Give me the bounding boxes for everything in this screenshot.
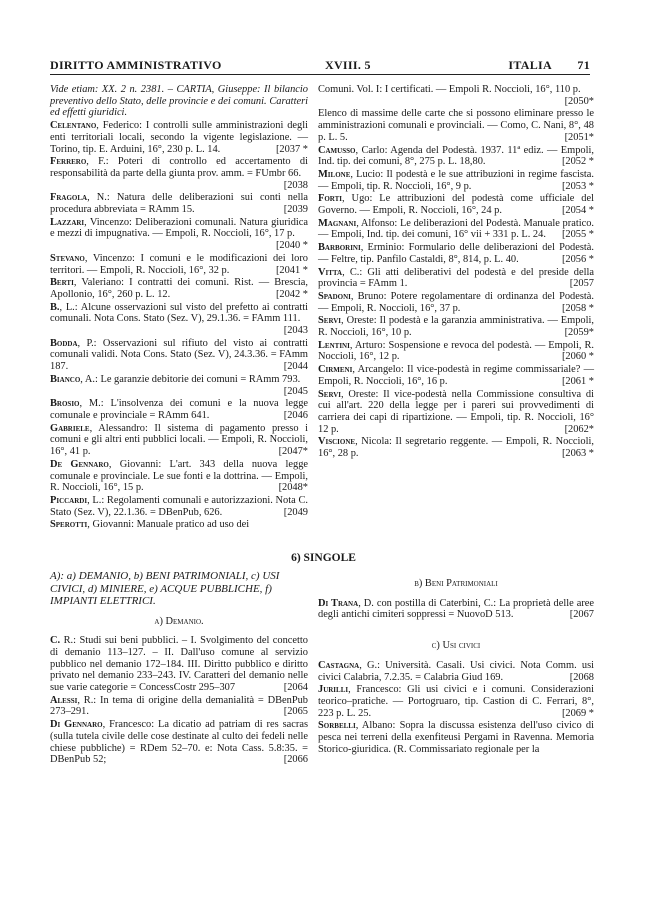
entry-reference-number: [2050* — [564, 95, 594, 107]
entry-text: Comuni. Vol. I: I certificati. — Empoli R. Noccioli, 16°, 110 p. — [318, 84, 581, 95]
entry-reference-number: [2037 * — [275, 143, 308, 155]
entry-text: , Vincenzo: Deliberazioni comunali. Natura giuridica e mezzi di impugnativa. — Empoli, R. Noccioli, 16°, 17 p. — [50, 216, 308, 240]
left-column-top — [50, 84, 308, 532]
entry-reference-number: [2059* — [564, 327, 594, 339]
bibliography-entry — [50, 519, 308, 531]
author-name: Fragola — [50, 192, 88, 204]
author-name: Servi — [318, 388, 342, 400]
entry-text: , Alessandro: Il sistema di pagamento presso i comuni e gli altri enti pubblici locali. — Empoli, R. Noccioli, 16°, 41 p. — [50, 422, 308, 458]
bibliography-entry — [318, 364, 594, 387]
bibliography-entry — [50, 338, 308, 373]
entry-reference-number: [2052 * — [561, 156, 594, 168]
entry-reference-number: [2047* — [278, 446, 308, 458]
entry-reference-number: [2044 — [283, 361, 308, 373]
header-country: ITALIA — [508, 58, 552, 72]
author-name: Lazzari — [50, 216, 85, 228]
beni-entries — [318, 598, 594, 621]
bibliography-entry — [318, 145, 594, 168]
entry-text: R.: Studi sui beni pubblici. – I. Svolgimento del concetto di demanio 113–127. – II. Dall'uso comune al servizio pubblico nel demanio 172–184. III. Diritto pubblico e diritto privato nel demanio 233–243. IV. Caratteri del demanio nelle sue varie categorie = ConcessCostr 295–307 — [50, 635, 308, 694]
entry-reference-number: [2048* — [278, 482, 308, 494]
bibliography-entry — [318, 720, 594, 755]
subsection-heading-beni: b) Beni Patrimoniali — [414, 578, 498, 589]
entry-text: , Valeriano: I contratti dei comuni. Rist. — Brescia, Apollonio, 16°, 260 p. L. 12. — [50, 277, 308, 300]
bibliography-entry — [50, 277, 308, 300]
bibliography-entry — [50, 635, 308, 694]
bibliography-entry — [50, 374, 308, 397]
entry-text: , Arcangelo: Il vice-podestà in regime commissariale? — Empoli, R. Noccioli, 16°, 16 p. — [318, 364, 594, 387]
entry-text: , Arturo: Sospensione e revoca del podestà. — Empoli, R. Noccioli, 16°, 12 p. — [318, 339, 594, 363]
author-name: Magnani — [318, 217, 357, 229]
left-column-bottom — [50, 570, 308, 767]
bibliography-entry — [318, 267, 594, 290]
entry-text: , Ugo: Le attribuzioni del podestà come ufficiale del Governo. — Empoli, R. Noccioli, 16°, 24 p. — [318, 193, 594, 217]
bibliography-entry — [318, 242, 594, 265]
entry-reference-number: [2053 * — [561, 180, 594, 192]
entry-reference-number: [2055 * — [561, 229, 594, 241]
bibliography-entry — [50, 217, 308, 252]
bibliography-entry — [318, 193, 594, 216]
bibliography-entry — [50, 459, 308, 494]
bibliography-entry — [50, 253, 308, 276]
entry-text: , P.: Osservazioni sul rifiuto del visto ai contratti comunali validi. Nota Cons. Stato (Sez. V), 24.3.36. = FAmm 187. — [50, 337, 308, 373]
entry-reference-number: [2057 — [569, 278, 594, 290]
entry-text: , Vincenzo: I comuni e le modificazioni dei loro territori. — Empoli, R. Noccioli, 16°, 32 p. — [50, 252, 308, 276]
entry-reference-number: [2049 — [283, 506, 308, 518]
entry-text: , M.: L'insolvenza dei comuni e la nuova legge comunale e provinciale = RAmm 641. — [50, 398, 308, 421]
page-number: 71 — [577, 58, 590, 72]
bibliography-entry — [50, 302, 308, 337]
author-name: Gabriele — [50, 422, 90, 434]
entry-reference-number: [2045 — [283, 385, 308, 397]
bibliography-entry — [318, 291, 594, 314]
entry-reference-number: [2063 * — [561, 448, 594, 460]
bibliography-entry — [318, 218, 594, 241]
bibliography-entry — [318, 315, 594, 338]
entry-text: , Alfonso: Le deliberazioni del Podestà. Manuale pratico. — Empoli, Ind. tip. dei comuni, 16° vii + 331 p. L. 24. — [318, 217, 594, 241]
entry-text: , Erminio: Formulario delle deliberazioni del Podestà. — Feltre, tip. Panfilo Castaldi, 8°, 814, p. L. 40. — [318, 242, 594, 265]
bibliography-entry — [50, 695, 308, 718]
author-name: Spadoni — [318, 290, 351, 302]
author-name: Bianco — [50, 373, 81, 385]
bibliography-entry — [50, 495, 308, 518]
entry-text: , Albano: Sopra la discussa esistenza dell'uso civico di pesca nei terreni della exenfiteusi Pergami in Ravenna. Memoria Storico-giuridica. (R. Commissariato regionale per la — [318, 720, 594, 755]
demanio-entries — [50, 635, 308, 766]
author-name: Forti — [318, 193, 342, 205]
author-name: Bodda — [50, 337, 78, 349]
author-name: Vitta — [318, 266, 343, 278]
subsection-heading-usi: c) Usi civici — [431, 640, 481, 652]
subsection-main-heading: A): a) DEMANIO, b) BENI PATRIMONIALI, c) USI CIVICI, d) MINIERE, e) ACQUE PUBBLICHE, f) IMPIANTI ELETTRICI. — [50, 570, 280, 607]
author-name: Sorbelli — [318, 720, 356, 732]
usi-civici-entries — [318, 660, 594, 756]
bibliography-entry — [318, 436, 594, 459]
author-name: Castagna — [318, 659, 360, 671]
entry-reference-number: [2042 * — [275, 288, 308, 300]
author-name: Sperotti — [50, 519, 88, 531]
author-name: Piccardi — [50, 494, 88, 506]
entry-text: , L.: Alcune osservazioni sul visto del prefetto ai contratti comunali. Nota Cons. Stato (Sez. V), 29.1.36. = FAmm 111. — [50, 301, 308, 325]
entry-reference-number: [2054 * — [561, 205, 594, 217]
entry-text: , Lucio: Il podestà e le sue attribuzioni in regime fascista. — Empoli, tip. R. Noccioli, 16°, 9 p. — [318, 168, 594, 192]
author-name: Cirmeni — [318, 364, 353, 376]
entry-text: Vide etiam: XX. 2 n. 2381. – CARTIA, Giuseppe: Il bilancio preventivo dello Stato, delle provincie e dei comuni. Caratteri ed effetti giuridici. — [50, 84, 308, 119]
entry-reference-number: [2046 — [283, 409, 308, 421]
author-name: Di Gennaro — [50, 719, 103, 731]
entry-text: , Oreste: Il podestà e la garanzia amministrativa. — Empoli, R. Noccioli, 16°, 10 p. — [318, 315, 594, 339]
entry-text: , Carlo: Agenda del Podestà. 1937. 11ª ediz. — Empoli, Ind. tip. dei comuni, 8°, 275 p. L. 18,80. — [318, 144, 594, 168]
entry-reference-number: [2067 — [569, 609, 594, 621]
entry-reference-number: [2069 * — [561, 707, 594, 719]
author-name: De Gennaro — [50, 458, 109, 470]
entry-text: , Oreste: Il vice-podestà nella Commissione consultiva di cui all'art. 220 della legge per i pareri sui provvedimenti di carriera dei capi di ripartizione. — Empoli, tip. R. Noccioli, 16° 12 p. — [318, 388, 594, 435]
entry-reference-number: [2056 * — [561, 253, 594, 265]
entry-text: Elenco di massime delle carte che si possono eliminare presso le amministrazioni comunali e provinciali. — Como, C. Nani, 8°, 48 p. L. 5. — [318, 108, 594, 143]
entry-reference-number: [2038 — [283, 179, 308, 191]
header-section-number: XVIII. 5 — [325, 58, 371, 72]
entry-text: , G.: Università. Casali. Usi civici. Nota Comm. usi civici Calabria, 7.2.35. = Calabria Giud 169. — [318, 659, 594, 683]
author-name: Alessi — [50, 694, 78, 706]
entry-text: , Giovanni: Manuale pratico ad uso dei — [87, 519, 250, 531]
author-name: Milone — [318, 168, 351, 180]
bibliography-entry — [318, 340, 594, 363]
bibliography-entry — [318, 108, 594, 143]
entry-reference-number: [2058 * — [561, 302, 594, 314]
entry-reference-number: [2062* — [564, 423, 594, 435]
entry-reference-number: [2051* — [564, 131, 594, 143]
entry-text: , C.: Gli atti deliberativi del podestà e del preside della provincia = FAmm 1. — [318, 266, 594, 290]
author-name: Barborini — [318, 242, 361, 254]
entry-text: , Federico: I controlli sulle amministrazioni degli enti territoriali locali, secondo la vigente legislazione. — Torino, tip. E. Arduini, 16°, 230 p. L. 14. — [50, 120, 308, 155]
author-name: Lentini — [318, 339, 350, 351]
author-name: Stevano — [50, 252, 85, 264]
author-name: Di Trana — [318, 597, 359, 609]
entry-reference-number: [2060 * — [561, 351, 594, 363]
entry-text: , A.: Le garanzie debitorie dei comuni = RAmm 793. — [80, 373, 301, 385]
header-section-title: DIRITTO AMMINISTRATIVO — [50, 58, 222, 72]
entry-reference-number: [2061 * — [561, 375, 594, 387]
entry-text: , Francesco: Gli usi civici e i comuni. Considerazioni teorico–pratiche. — Portogruaro, tip. Castion di C. Ferrari, 8°, 223 p. L. 25. — [318, 684, 594, 719]
bibliography-entry — [318, 598, 594, 621]
bibliography-entry — [318, 660, 594, 683]
entry-text: , N.: Natura delle deliberazioni sui conti nella procedura abbreviata = RAmm 15. — [50, 192, 308, 216]
entry-reference-number: [2068 — [569, 671, 594, 683]
bibliography-entry — [50, 719, 308, 766]
entry-reference-number: [2043 — [283, 325, 308, 337]
entry-reference-number: [2041 * — [275, 264, 308, 276]
author-name: Ferrero — [50, 156, 87, 168]
section-title: 6) SINGOLE — [291, 552, 356, 564]
bibliography-entry — [50, 398, 308, 421]
author-name: Berti — [50, 277, 74, 289]
bibliography-entry — [50, 423, 308, 458]
bibliography-entry — [50, 192, 308, 215]
entry-text: , D. con postilla di Caterbini, C.: La proprietà delle aree degli antichi cimiteri soppressi = NuovoD 513. — [318, 597, 595, 621]
author-name: C. — [50, 635, 61, 647]
entry-reference-number: [2039 — [283, 204, 308, 216]
author-name: Servi — [318, 315, 342, 327]
entry-text: , Francesco: La dicatio ad patriam di res sacras (sulla tutela civile delle cose destinate al culto dei fedeli nelle chiese pubbliche) = RDem 52–70. e: Nota Cass. 5.8:35. = DBenPub 52; — [50, 719, 308, 766]
bibliography-entry — [50, 156, 308, 191]
entry-reference-number: [2066 — [283, 754, 308, 766]
subsection-heading-demanio: a) Demanio. — [154, 615, 204, 627]
entry-text: , Nicola: Il segretario reggente. — Empoli, R. Noccioli, 16°, 28 p. — [318, 436, 594, 460]
bibliography-entry — [318, 684, 594, 719]
right-column-bottom — [318, 578, 594, 756]
author-name: Camusso — [318, 144, 356, 156]
right-column-top — [318, 84, 594, 461]
author-name: Jurilli — [318, 684, 349, 696]
entry-text: , Giovanni: L'art. 343 della nuova legge comunale e provinciale. Le sue fonti e la dottrina. — Empoli, R. Noccioli, 16°, 15 p. — [50, 458, 309, 494]
bibliography-entry — [50, 84, 308, 119]
entry-text: , F.: Poteri di controllo ed accertamento di responsabilità da parte della giunta prov. amm. = FUmbr 66. — [50, 156, 308, 179]
entry-reference-number: [2065 — [283, 706, 308, 718]
entry-reference-number: [2064 — [283, 682, 308, 694]
bibliography-entry — [318, 389, 594, 436]
author-name: B. — [50, 301, 60, 313]
bibliography-entry — [318, 169, 594, 192]
spacer — [318, 622, 594, 632]
author-name: Celentano — [50, 120, 97, 132]
bibliography-entry — [318, 84, 594, 107]
bibliography-entry — [50, 120, 308, 155]
entry-text: , Bruno: Potere regolamentare di ordinanza del Podestà. — Empoli, R. Noccioli, 16°, 37 p. — [318, 290, 594, 314]
entry-text: , L.: Regolamenti comunali e autorizzazioni. Nota C. Stato (Sez. V), 22.1.36. = DBenPub, 626. — [50, 494, 308, 518]
entry-reference-number: [2040 * — [275, 240, 308, 252]
author-name: Brosio — [50, 398, 80, 410]
header-rule — [50, 74, 590, 75]
author-name: Viscione — [318, 436, 356, 448]
entry-text: , R.: In tema di origine della demanialità = DBenPub 273–291. — [50, 694, 308, 718]
